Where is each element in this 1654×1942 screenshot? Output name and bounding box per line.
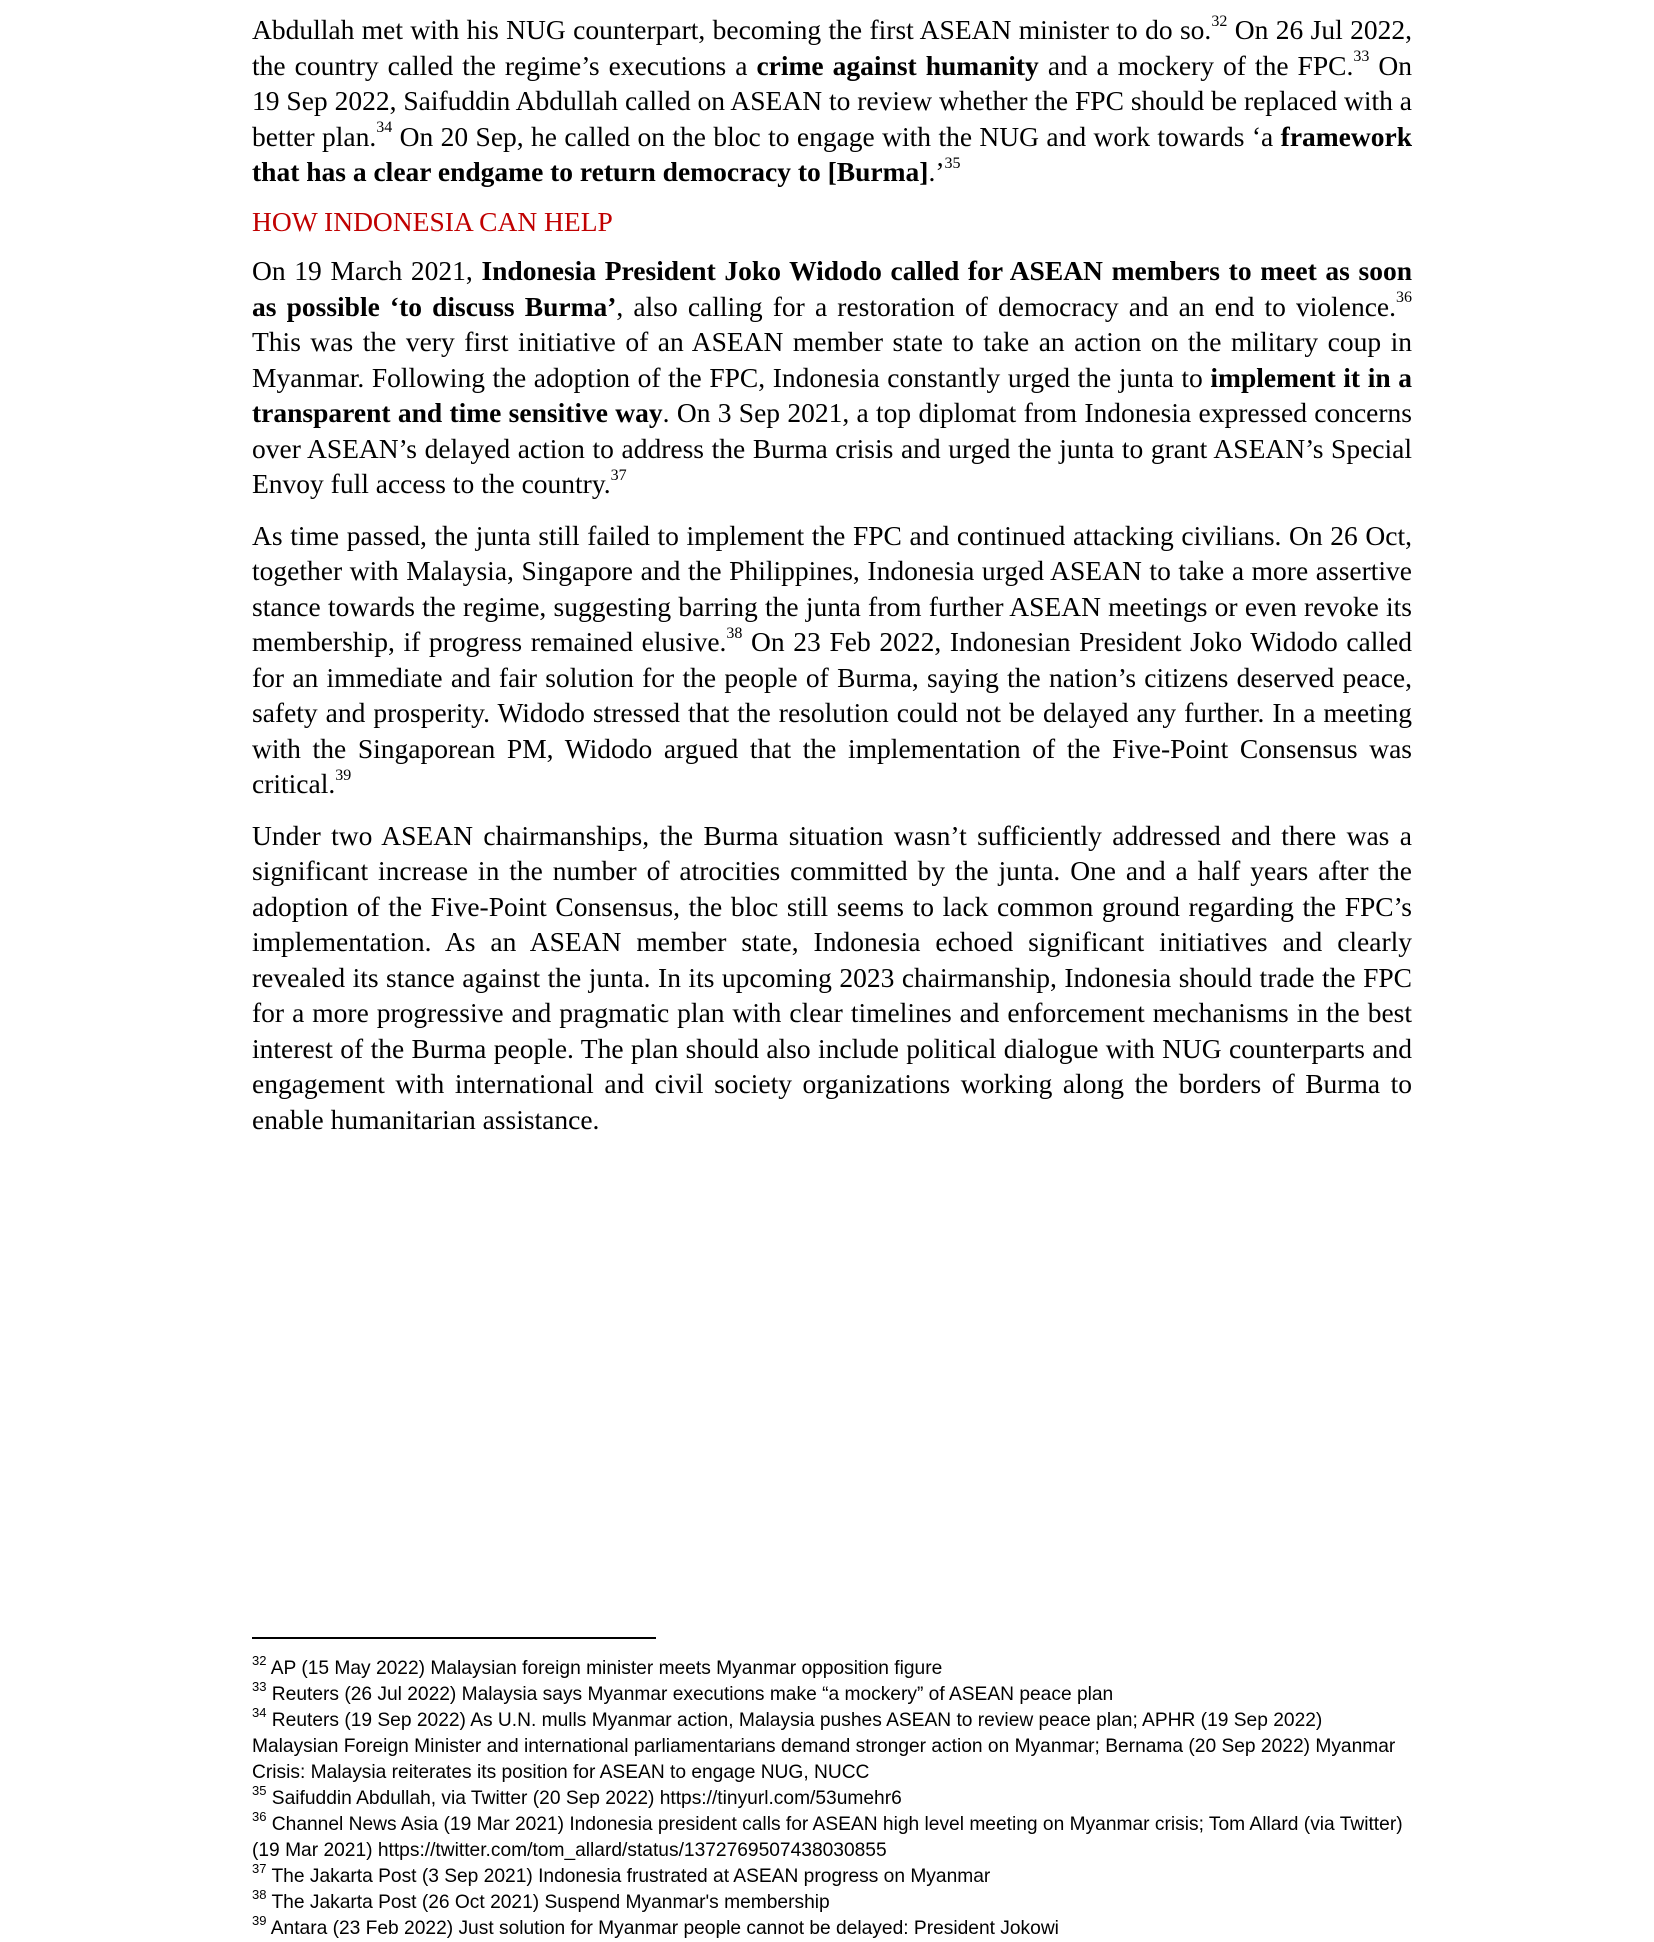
bold-phrase: framework that has a clear endgame to return democracy to [Burma]: [252, 120, 1412, 187]
paragraph-chairmanship: [252, 818, 1412, 1138]
text-run: As time passed, the junta still failed to implement the FPC and continued attacking civilians. On 26 Oct, together with Malaysia, Singapore and the Philippines, Indonesia urged ASEAN to take a more assertive stance towards the regime, suggesting barring the junta from further ASEAN meetings or even revoke its membership, if progress remained elusive.: [252, 519, 1412, 657]
text-run: This was the very first initiative of an ASEAN member state to take an action on the military coup in Myanmar. Following the adoption of the FPC, Indonesia constantly urged the junta to: [252, 326, 1412, 393]
footnote-item: [252, 1678, 1412, 1708]
footnote-separator: [252, 1637, 656, 1639]
footnote-number: 38: [252, 1886, 267, 1902]
footnote-item: [252, 1912, 1412, 1942]
paragraph-malaysia-actions: [252, 12, 1412, 190]
footnote-text: Reuters (19 Sep 2022) As U.N. mulls Myanmar action, Malaysia pushes ASEAN to review peace plan; APHR (19 Sep 2022) Malaysian Foreign Minister and international parliamentarians demand stronger action on Myanmar; Bernama (20 Sep 2022) Myanmar Crisis: Malaysia reiterates its position for ASEAN to engage NUG, NUCC: [252, 1710, 1396, 1783]
footnote-item: [252, 1782, 1412, 1812]
footnote-ref: 34: [376, 119, 393, 137]
footnote-number: 34: [252, 1704, 267, 1720]
footnote-ref: 33: [1353, 48, 1370, 66]
footnote-text: Reuters (26 Jul 2022) Malaysia says Myanmar executions make “a mockery” of ASEAN peace plan: [266, 1684, 1114, 1705]
text-run: Abdullah met with his NUG counterpart, becoming the first ASEAN minister to do so.: [252, 14, 1212, 45]
footnote-ref: 37: [610, 466, 627, 484]
footnote-number: 37: [252, 1860, 267, 1876]
text-run: and a mockery of the FPC.: [1038, 49, 1354, 81]
footnote-ref: 38: [726, 624, 743, 642]
footnote-text: Saifuddin Abdullah, via Twitter (20 Sep 2022) https://tinyurl.com/53umehr6: [266, 1788, 902, 1809]
footnote-ref: 36: [1396, 289, 1413, 307]
footnotes-section: [252, 1652, 1412, 1942]
footnote-item: [252, 1886, 1412, 1916]
footnote-number: 35: [252, 1782, 267, 1798]
footnote-text: Antara (23 Feb 2022) Just solution for Myanmar people cannot be delayed: President Jokowi: [266, 1918, 1059, 1939]
document-body: [252, 12, 1412, 1153]
text-run: On 19 March 2021,: [252, 255, 482, 286]
footnote-item: [252, 1652, 1412, 1682]
section-heading: HOW INDONESIA CAN HELP: [252, 205, 613, 237]
bold-phrase: implement it in a transparent and time sensitive way: [252, 361, 1412, 428]
footnote-number: 36: [252, 1808, 267, 1824]
footnote-item: [252, 1860, 1412, 1890]
footnote-text: The Jakarta Post (3 Sep 2021) Indonesia frustrated at ASEAN progress on Myanmar: [266, 1866, 991, 1887]
footnote-text: Channel News Asia (19 Mar 2021) Indonesia president calls for ASEAN high level meeting on Myanmar crisis; Tom Allard (via Twitter) (19 Mar 2021) https://twitter.com/tom_allard/status/1372769507438030855: [252, 1814, 1403, 1861]
footnote-text: AP (15 May 2022) Malaysian foreign minister meets Myanmar opposition figure: [266, 1658, 943, 1679]
text-run: On 26 Jul 2022, the country called the regime’s executions a: [252, 14, 1412, 81]
footnote-number: 33: [252, 1678, 267, 1694]
text-run: Under two ASEAN chairmanships, the Burma situation wasn’t sufficiently addressed and there was a significant increase in the number of atrocities committed by the junta. One and a half years after the adoption of the Five-Point Consensus, the bloc still seems to lack common ground regarding the FPC’s implementation. As an ASEAN member state, Indonesia echoed significant initiatives and clearly revealed its stance against the junta. In its upcoming 2023 chairmanship, Indonesia should trade the FPC for a more progressive and pragmatic plan with clear timelines and enforcement mechanisms in the best interest of the Burma people. The plan should also include political dialogue with NUG counterparts and engagement with international and civil society organizations working along the borders of Burma to enable humanitarian assistance.: [252, 819, 1412, 1135]
text-run: On 20 Sep, he called on the bloc to engage with the NUG and work towards ‘a: [392, 120, 1281, 152]
footnote-item: [252, 1704, 1412, 1786]
paragraph-indonesia-initiative: [252, 253, 1412, 502]
footnote-ref: 32: [1211, 12, 1228, 30]
footnote-number: 39: [252, 1912, 267, 1928]
bold-phrase: Indonesia President Joko Widodo called for ASEAN members to meet as soon as possible ‘to discuss Burma’: [252, 255, 1413, 322]
text-run: . On 3 Sep 2021, a top diplomat from Indonesia expressed concerns over ASEAN’s delayed action to address the Burma crisis and urged the junta to grant ASEAN’s Special Envoy full access to the country.: [252, 397, 1412, 499]
footnote-ref: 39: [335, 766, 352, 784]
footnote-ref: 35: [944, 154, 961, 172]
bold-phrase: crime against humanity: [756, 49, 1039, 81]
text-run: .’: [928, 156, 945, 187]
text-run: , also calling for a restoration of democracy and an end to violence.: [616, 290, 1397, 322]
footnote-number: 32: [252, 1652, 267, 1668]
text-run: On 23 Feb 2022, Indonesian President Joko Widodo called for an immediate and fair solution for the people of Burma, saying the nation’s citizens deserved peace, safety and prosperity. Widodo stressed that the resolution could not be delayed any further. In a meeting with the Singaporean PM, Widodo argued that the implementation of the Five-Point Consensus was critical.: [252, 626, 1412, 799]
footnote-text: The Jakarta Post (26 Oct 2021) Suspend Myanmar's membership: [266, 1892, 830, 1913]
footnote-item: [252, 1808, 1412, 1864]
text-run: On 19 Sep 2022, Saifuddin Abdullah called on ASEAN to review whether the FPC should be replaced with a better plan.: [252, 49, 1412, 152]
paragraph-junta-failure: [252, 518, 1412, 802]
